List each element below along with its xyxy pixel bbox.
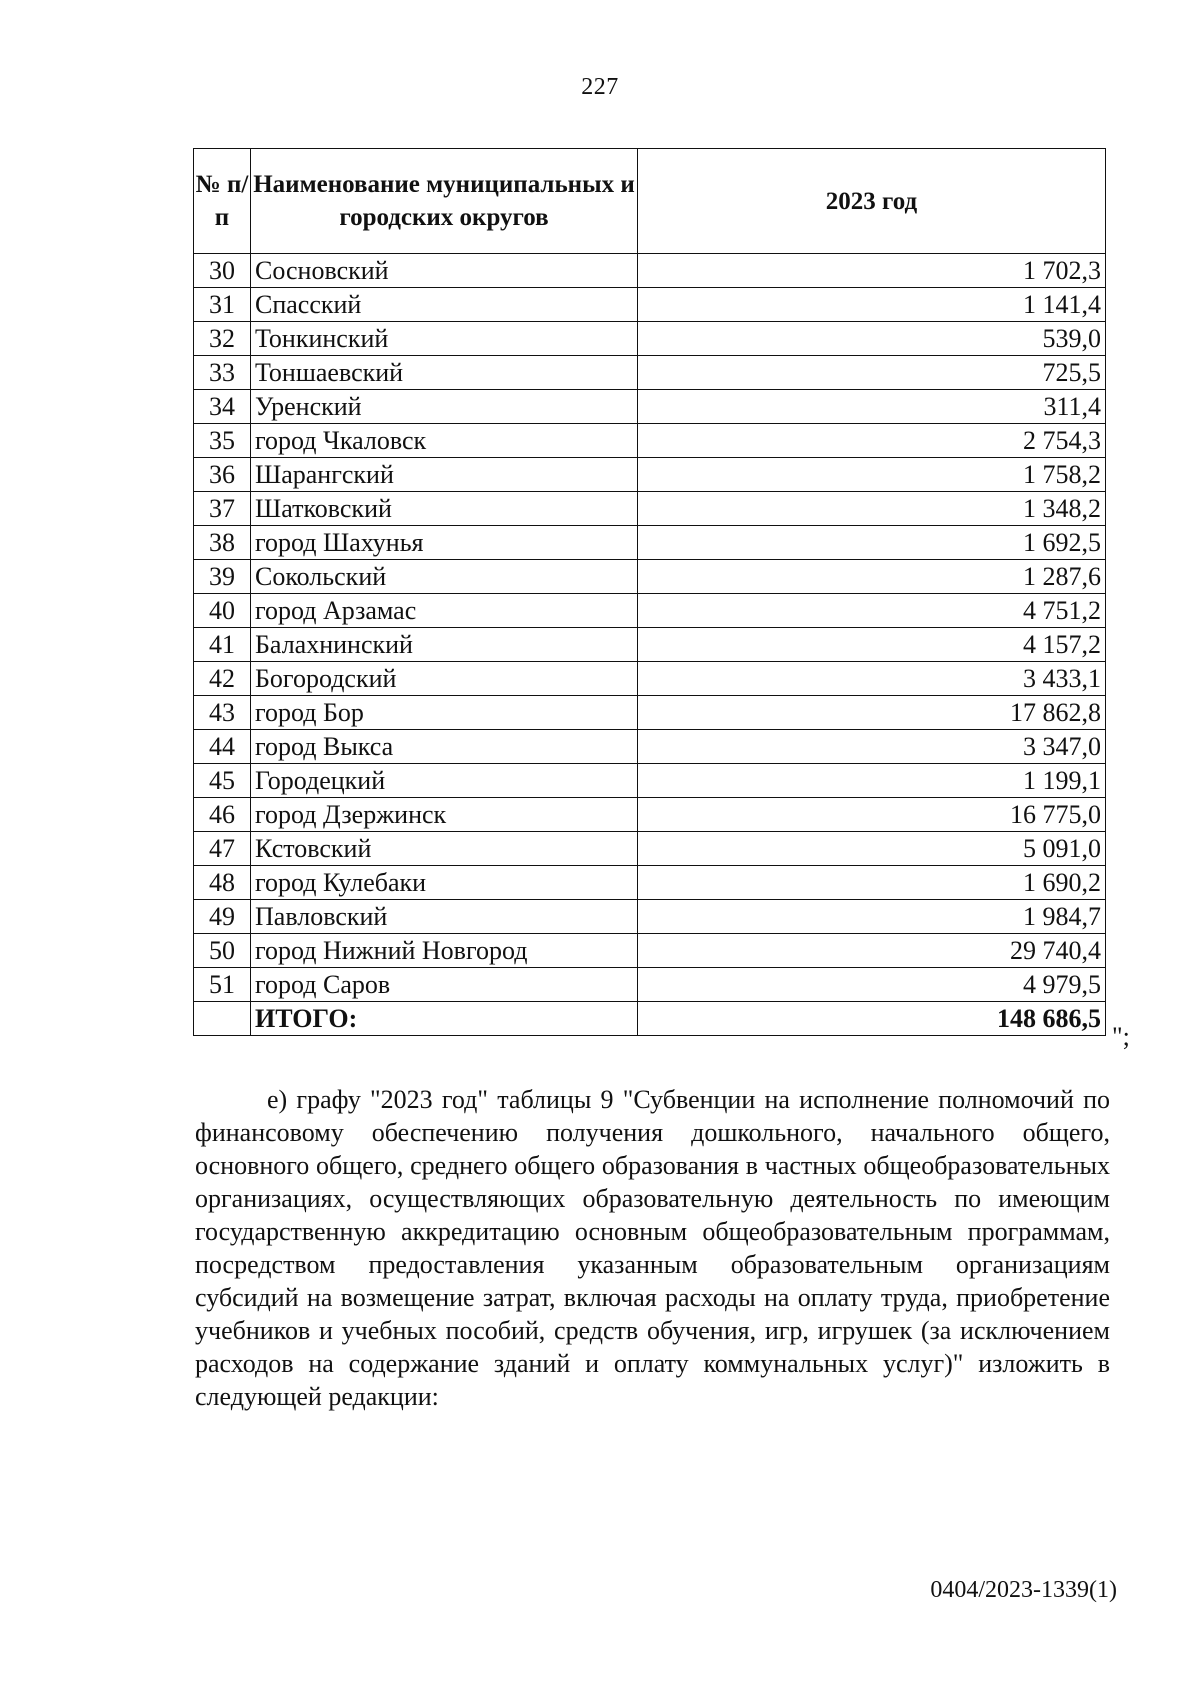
table-row — [194, 798, 1106, 832]
subsidy-table — [193, 148, 1106, 1036]
row-district-name: Шарангский — [251, 458, 638, 492]
row-number: 39 — [194, 560, 251, 594]
table-row — [194, 492, 1106, 526]
row-value: 1 348,2 — [638, 492, 1106, 526]
row-number: 37 — [194, 492, 251, 526]
header-year: 2023 год — [638, 149, 1106, 254]
table-row — [194, 254, 1106, 288]
row-value: 5 091,0 — [638, 832, 1106, 866]
header-number: № п/п — [194, 149, 251, 254]
row-number: 50 — [194, 934, 251, 968]
row-number: 47 — [194, 832, 251, 866]
row-number: 45 — [194, 764, 251, 798]
row-value: 1 984,7 — [638, 900, 1106, 934]
row-value: 539,0 — [638, 322, 1106, 356]
row-district-name: город Выкса — [251, 730, 638, 764]
table-row — [194, 866, 1106, 900]
row-value: 3 433,1 — [638, 662, 1106, 696]
row-district-name: Городецкий — [251, 764, 638, 798]
amendment-paragraph: е) графу "2023 год" таблицы 9 "Субвенции на исполнение полномочий по финансовому обеспечению получения дошкольного, начального общего, основного общего, среднего общего образования в частных общеобразовательных организациях, осуществляющих образовательную деятельность по имеющим государственную аккредитацию основным общеобразовательным программам, посредством предоставления указанным образовательным организациям субсидий на возмещение затрат, включая расходы на оплату труда, приобретение учебников и учебных пособий, средств обучения, игр, игрушек (за исключением расходов на содержание зданий и оплату коммунальных услуг)" изложить в следующей редакции: — [195, 1085, 1110, 1411]
row-value: 1 702,3 — [638, 254, 1106, 288]
row-value: 311,4 — [638, 390, 1106, 424]
row-district-name: Тонкинский — [251, 322, 638, 356]
row-number: 40 — [194, 594, 251, 628]
row-number: 34 — [194, 390, 251, 424]
row-number: 35 — [194, 424, 251, 458]
table-row — [194, 458, 1106, 492]
row-district-name: Сокольский — [251, 560, 638, 594]
row-number: 43 — [194, 696, 251, 730]
total-row — [194, 1002, 1106, 1036]
table-row — [194, 288, 1106, 322]
row-value: 4 157,2 — [638, 628, 1106, 662]
table-row — [194, 560, 1106, 594]
row-district-name: Богородский — [251, 662, 638, 696]
row-number: 31 — [194, 288, 251, 322]
row-district-name: город Чкаловск — [251, 424, 638, 458]
row-district-name: Уренский — [251, 390, 638, 424]
row-value: 1 690,2 — [638, 866, 1106, 900]
table-row — [194, 696, 1106, 730]
row-value: 1 141,4 — [638, 288, 1106, 322]
row-number: 42 — [194, 662, 251, 696]
table-row — [194, 832, 1106, 866]
row-number: 32 — [194, 322, 251, 356]
row-number: 44 — [194, 730, 251, 764]
row-value: 16 775,0 — [638, 798, 1106, 832]
row-value: 2 754,3 — [638, 424, 1106, 458]
row-value: 4 979,5 — [638, 968, 1106, 1002]
row-value: 3 347,0 — [638, 730, 1106, 764]
row-value: 29 740,4 — [638, 934, 1106, 968]
table-row — [194, 356, 1106, 390]
row-number: 41 — [194, 628, 251, 662]
row-number: 48 — [194, 866, 251, 900]
table-row — [194, 322, 1106, 356]
row-value: 17 862,8 — [638, 696, 1106, 730]
row-value: 1 287,6 — [638, 560, 1106, 594]
row-value: 725,5 — [638, 356, 1106, 390]
row-number: 38 — [194, 526, 251, 560]
table-header-row — [194, 149, 1106, 254]
table-row — [194, 968, 1106, 1002]
table-row — [194, 764, 1106, 798]
row-value: 1 692,5 — [638, 526, 1106, 560]
table-row — [194, 934, 1106, 968]
total-value: 148 686,5 — [638, 1002, 1106, 1036]
row-number: 51 — [194, 968, 251, 1002]
total-number-cell — [194, 1002, 251, 1036]
row-district-name: город Бор — [251, 696, 638, 730]
header-name: Наименование муниципальных и городских округов — [251, 149, 638, 254]
row-district-name: город Шахунья — [251, 526, 638, 560]
table-row — [194, 526, 1106, 560]
row-district-name: город Арзамас — [251, 594, 638, 628]
table-row — [194, 900, 1106, 934]
table-row — [194, 662, 1106, 696]
row-district-name: Кстовский — [251, 832, 638, 866]
row-district-name: Сосновский — [251, 254, 638, 288]
row-number: 46 — [194, 798, 251, 832]
document-code: 0404/2023-1339(1) — [930, 1577, 1117, 1603]
row-value: 1 199,1 — [638, 764, 1106, 798]
row-district-name: Спасский — [251, 288, 638, 322]
table-row — [194, 730, 1106, 764]
table-row — [194, 390, 1106, 424]
row-number: 30 — [194, 254, 251, 288]
subsidy-table-container — [193, 148, 1106, 1036]
row-district-name: Балахнинский — [251, 628, 638, 662]
total-label: ИТОГО: — [251, 1002, 638, 1036]
table-row — [194, 628, 1106, 662]
closing-quote-mark: "; — [1112, 1022, 1130, 1051]
row-value: 4 751,2 — [638, 594, 1106, 628]
row-district-name: город Нижний Новгород — [251, 934, 638, 968]
table-body — [194, 254, 1106, 1002]
table-row — [194, 594, 1106, 628]
row-district-name: город Саров — [251, 968, 638, 1002]
row-value: 1 758,2 — [638, 458, 1106, 492]
page-number: 227 — [581, 74, 619, 100]
row-district-name: город Кулебаки — [251, 866, 638, 900]
row-district-name: Тоншаевский — [251, 356, 638, 390]
table-row — [194, 424, 1106, 458]
row-district-name: город Дзержинск — [251, 798, 638, 832]
row-number: 49 — [194, 900, 251, 934]
row-number: 36 — [194, 458, 251, 492]
row-district-name: Павловский — [251, 900, 638, 934]
row-number: 33 — [194, 356, 251, 390]
row-district-name: Шатковский — [251, 492, 638, 526]
